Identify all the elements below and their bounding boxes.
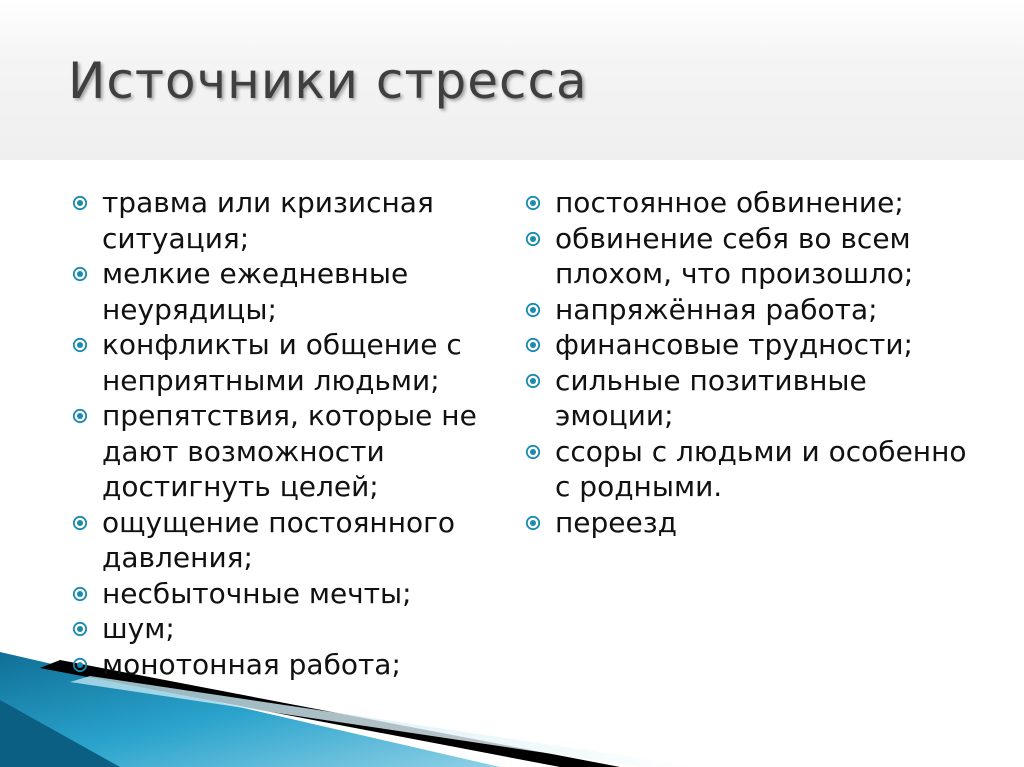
list-item — [102, 398, 522, 505]
list-item — [102, 576, 522, 612]
right-bullet-list — [555, 185, 985, 540]
circle-dot-icon — [72, 621, 88, 637]
list-item-text: ощущение постоянного давления; — [102, 505, 456, 574]
circle-dot-icon — [72, 266, 88, 282]
circle-dot-icon — [525, 444, 541, 460]
list-item-text: напряжённая работа; — [555, 292, 878, 326]
list-item — [102, 647, 522, 683]
circle-dot-icon — [525, 302, 541, 318]
circle-dot-icon — [72, 195, 88, 211]
circle-dot-icon — [72, 657, 88, 673]
list-item-text: переезд — [555, 505, 678, 539]
circle-dot-icon — [525, 373, 541, 389]
list-item-text: препятствия, которые не дают возможности достигнуть целей; — [102, 399, 477, 503]
page-title: Источники стресса — [68, 52, 588, 110]
list-item-text: мелкие ежедневные неурядицы; — [102, 257, 409, 326]
list-item-text: финансовые трудности; — [555, 328, 913, 361]
list-item — [102, 256, 522, 327]
left-bullet-list — [102, 185, 522, 682]
list-item — [555, 292, 985, 328]
list-item — [102, 611, 522, 647]
list-item — [102, 327, 522, 398]
circle-dot-icon — [525, 515, 541, 531]
list-item-text: травма или кризисная ситуация; — [102, 186, 434, 255]
list-item — [555, 221, 985, 292]
list-item-text: ссоры с людьми и особенно с родными. — [555, 434, 967, 503]
list-item — [555, 505, 985, 541]
list-item — [555, 185, 985, 221]
list-item-text: конфликты и общение с неприятными людьми; — [102, 328, 462, 397]
list-item — [555, 363, 985, 434]
list-item — [555, 434, 985, 505]
circle-dot-icon — [525, 231, 541, 247]
list-item — [102, 505, 522, 576]
list-item-text: монотонная работа; — [102, 647, 401, 681]
list-item-text: постоянное обвинение; — [555, 186, 904, 219]
circle-dot-icon — [525, 337, 541, 353]
circle-dot-icon — [72, 408, 88, 424]
circle-dot-icon — [72, 337, 88, 353]
circle-dot-icon — [72, 586, 88, 602]
list-item-text: обвинение себя во всем плохом, что произошло; — [555, 221, 914, 290]
circle-dot-icon — [525, 195, 541, 211]
list-item — [102, 185, 522, 256]
circle-dot-icon — [72, 515, 88, 531]
list-item-text: сильные позитивные эмоции; — [555, 363, 867, 432]
list-item-text: несбыточные мечты; — [102, 576, 412, 610]
list-item-text: шум; — [102, 612, 175, 645]
list-item — [555, 327, 985, 363]
